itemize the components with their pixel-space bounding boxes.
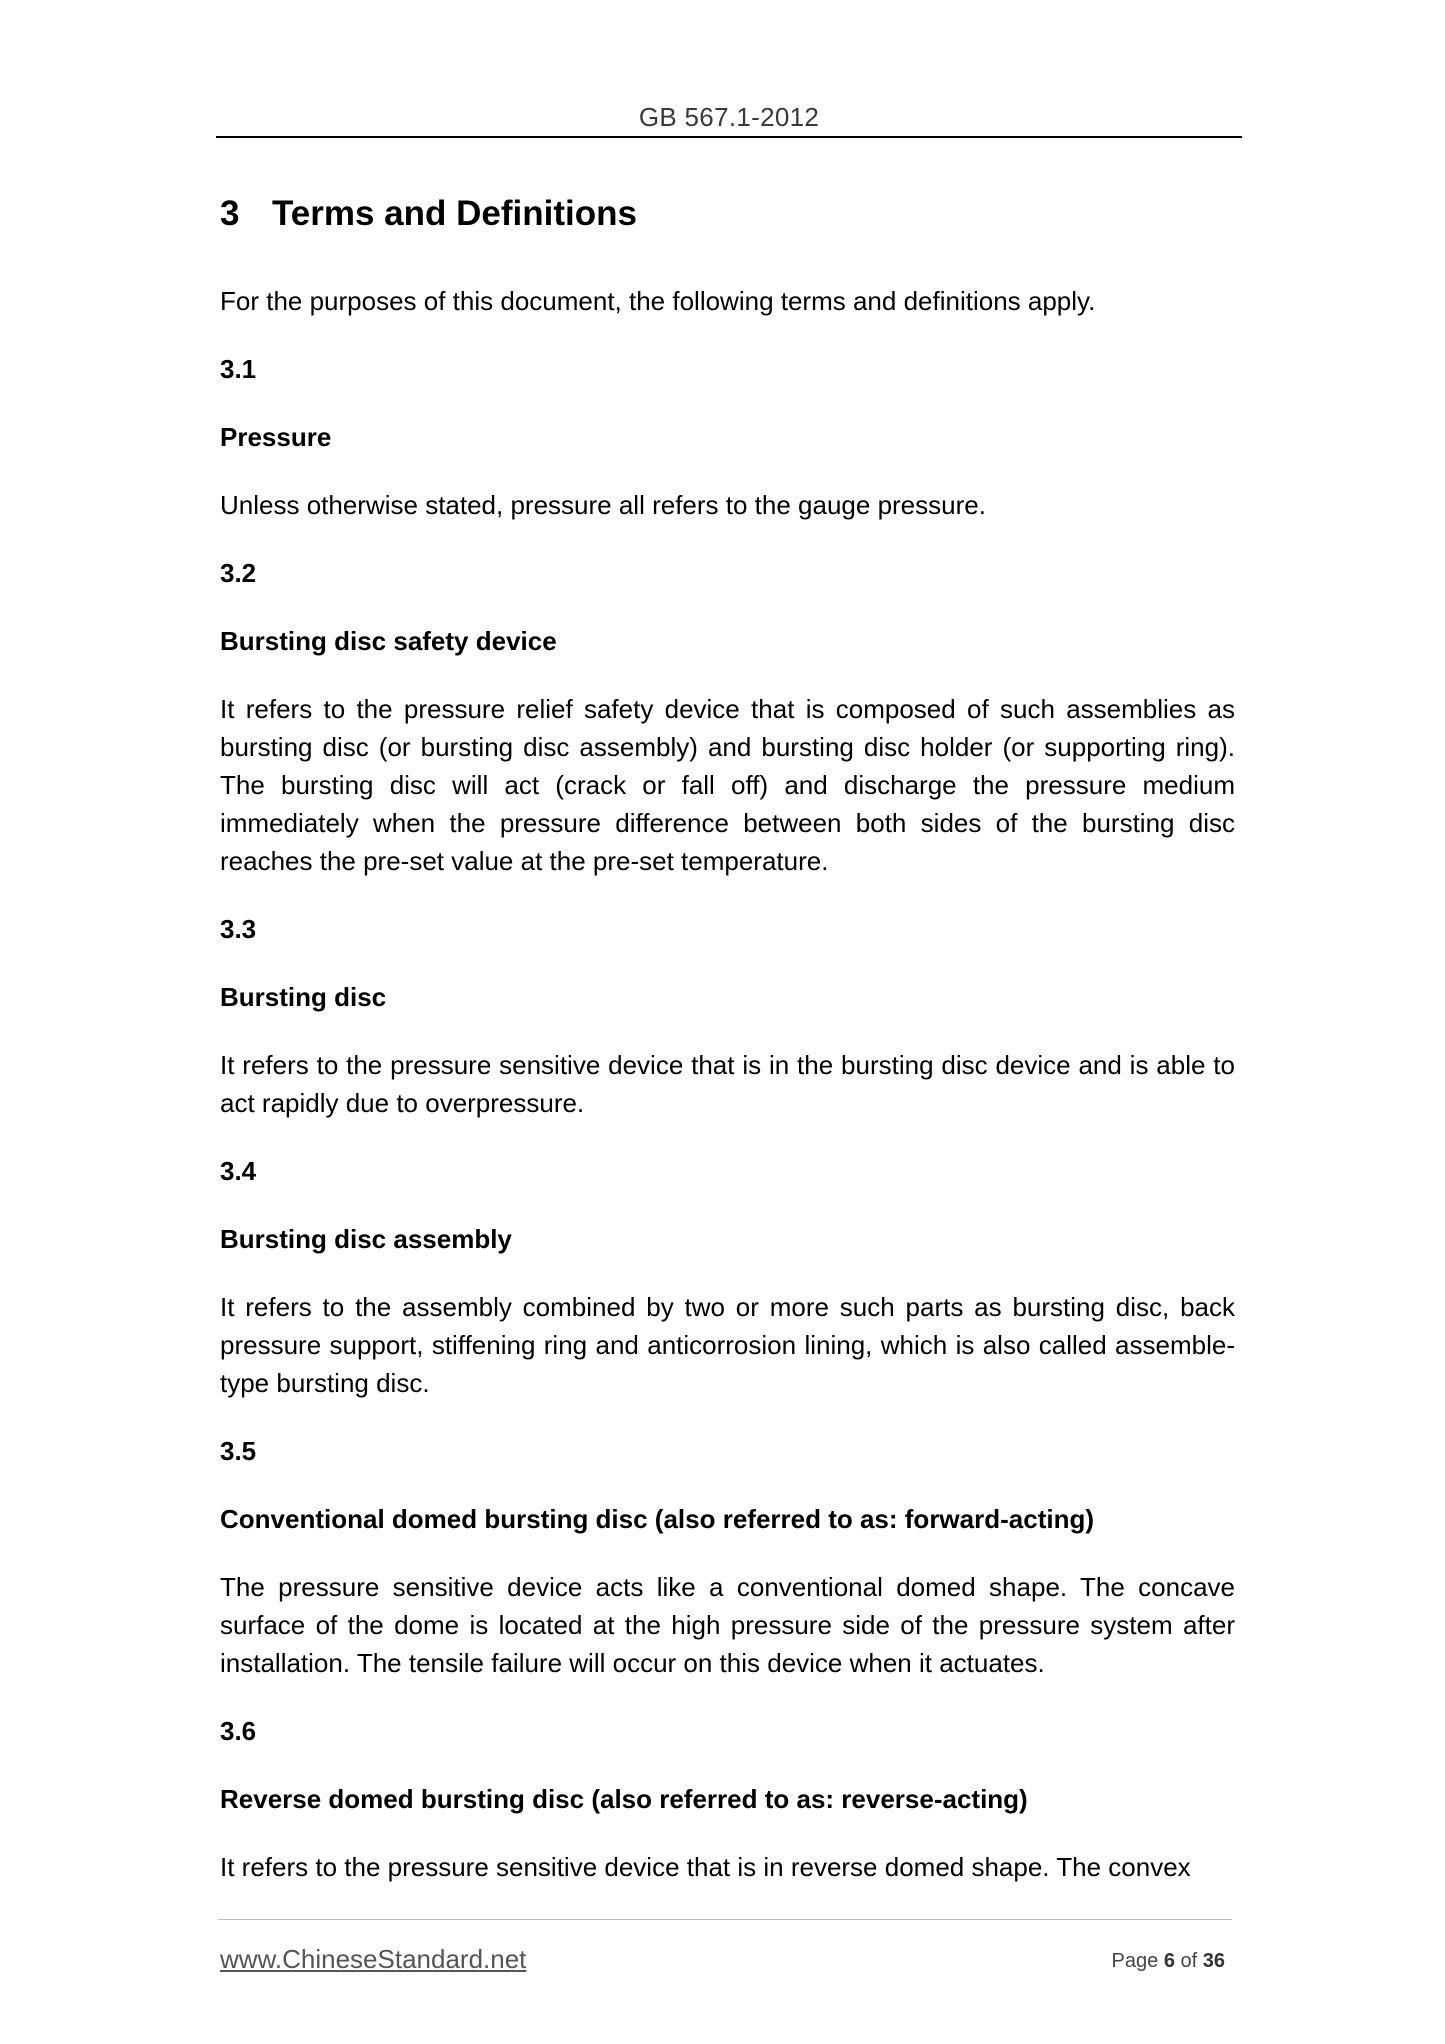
term-title: Pressure: [220, 422, 332, 452]
page-indicator: [1112, 1950, 1225, 1973]
term-definition: It refers to the assembly combined by two or more such parts as bursting disc, back pressure support, stiffening ring and anticorrosion lining, which is also called assemble-type bursting disc.: [220, 1292, 1235, 1398]
term-title: Conventional domed bursting disc (also referred to as: forward-acting): [220, 1504, 1094, 1534]
term-entry: [220, 554, 1235, 880]
header-divider: [216, 136, 1242, 138]
section-title: Terms and Definitions: [272, 194, 637, 233]
term-title: Bursting disc safety device: [220, 626, 557, 656]
term-entry: [220, 1712, 1235, 1886]
footer-website-link[interactable]: www.ChineseStandard.net: [220, 1944, 527, 1974]
term-number: 3.1: [220, 354, 257, 384]
term-entry: [220, 910, 1235, 1122]
section-heading: [220, 188, 1235, 240]
page-content: [220, 188, 1235, 1916]
page-total: 36: [1202, 1950, 1225, 1972]
section-number: 3: [220, 194, 240, 233]
section-intro: For the purposes of this document, the following terms and definitions apply.: [220, 286, 1096, 316]
of-word: of: [1180, 1950, 1198, 1972]
term-definition: It refers to the pressure sensitive device that is in the bursting disc device and is able to act rapidly due to overpressure.: [220, 1050, 1235, 1118]
term-entry: [220, 1152, 1235, 1402]
page-current: 6: [1163, 1950, 1175, 1972]
term-entry: [220, 1432, 1235, 1682]
term-number: 3.5: [220, 1436, 257, 1466]
term-number: 3.3: [220, 914, 257, 944]
term-title: Bursting disc assembly: [220, 1224, 512, 1254]
page-word: Page: [1111, 1950, 1159, 1972]
term-definition: It refers to the pressure sensitive device that is in reverse domed shape. The convex: [220, 1852, 1191, 1882]
term-number: 3.6: [220, 1716, 257, 1746]
header-standard-id: GB 567.1-2012: [638, 102, 820, 132]
term-title: Bursting disc: [220, 982, 387, 1012]
term-number: 3.4: [220, 1156, 257, 1186]
term-definition: Unless otherwise stated, pressure all refers to the gauge pressure.: [220, 490, 986, 520]
term-title: Reverse domed bursting disc (also referred to as: reverse-acting): [220, 1784, 1028, 1814]
term-number: 3.2: [220, 558, 257, 588]
term-entry: [220, 350, 1235, 524]
term-definition: It refers to the pressure relief safety device that is composed of such assemblies as bursting disc (or bursting disc assembly) and bursting disc holder (or supporting ring). The bursting disc will act (crack or fall off) and discharge the pressure medium immediately when the pressure difference between both sides of the bursting disc reaches the pre-set value at the pre-set temperature.: [220, 694, 1235, 876]
footer-divider: [218, 1919, 1232, 1920]
term-definition: The pressure sensitive device acts like a conventional domed shape. The concave surface of the dome is located at the high pressure side of the pressure system after installation. The tensile failure will occur on this device when it actuates.: [220, 1572, 1235, 1678]
